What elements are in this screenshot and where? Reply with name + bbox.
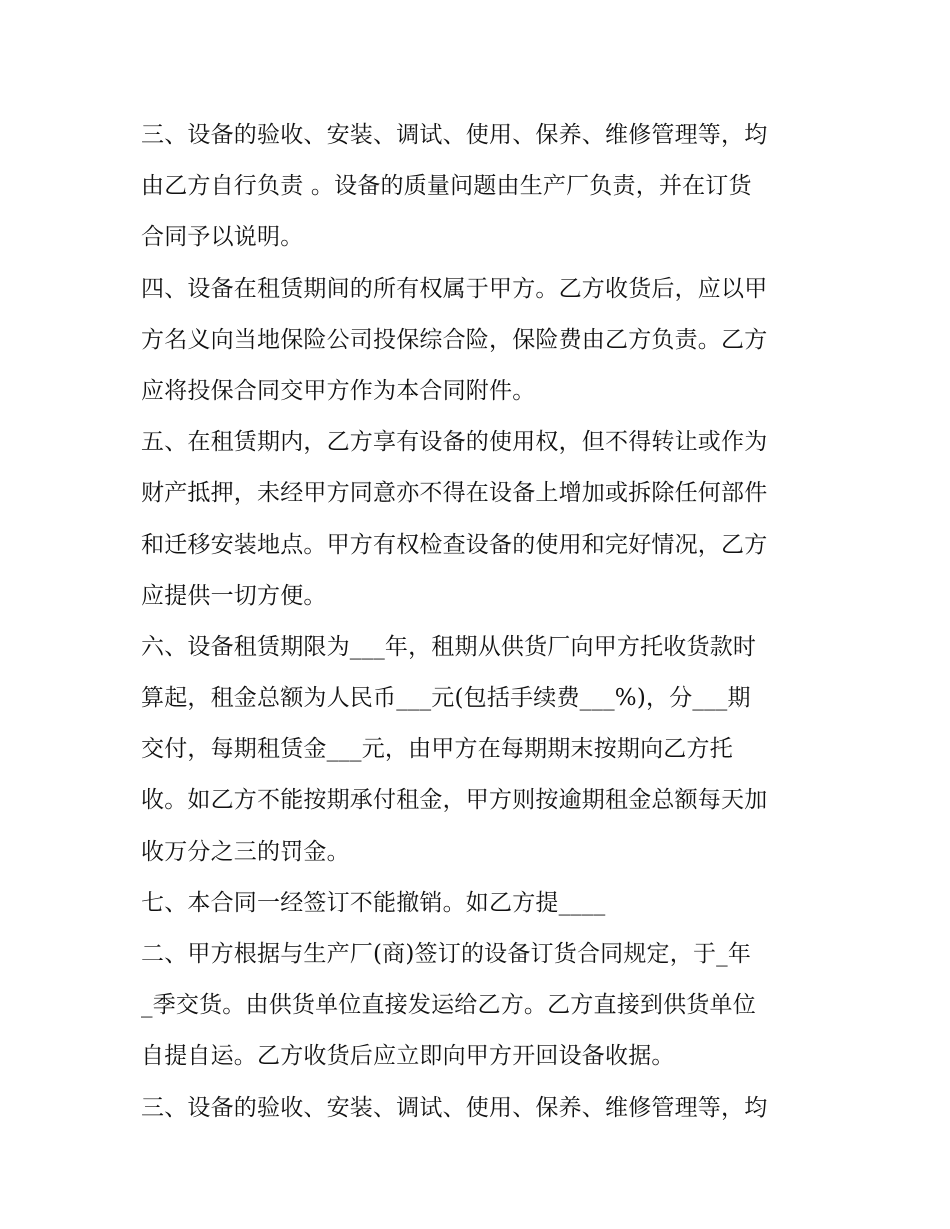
- text-line-17: 二、甲方根据与生产厂(商)签订的设备订货合同规定，于_年: [141, 941, 752, 967]
- text-line-16: 七、本合同一经签订不能撤销。如乙方提____: [141, 889, 606, 916]
- text-line-6: 应将投保合同交甲方作为本合同附件。: [141, 377, 536, 404]
- text-line-7: 五、在租赁期内，乙方享有设备的使用权，但不得转让或作为: [141, 429, 768, 456]
- text-line-14: 收。如乙方不能按期承付租金，甲方则按逾期租金总额每天加: [141, 787, 768, 814]
- text-line-15: 收万分之三的罚金。: [141, 838, 350, 865]
- text-line-8: 财产抵押，未经甲方同意亦不得在设备上增加或拆除任何部件: [141, 480, 768, 507]
- text-line-12: 算起，租金总额为人民币___元(包括手续费___%)，分___期: [141, 685, 751, 712]
- text-line-2: 由乙方自行负责 。设备的质量问题由生产厂负责，并在订货: [141, 173, 752, 200]
- text-line-9: 和迁移安装地点。甲方有权检查设备的使用和完好情况，乙方: [141, 531, 768, 558]
- text-line-3: 合同予以说明。: [141, 224, 304, 251]
- text-line-13: 交付，每期租赁金___元，由甲方在每期期末按期向乙方托: [141, 736, 733, 763]
- text-line-5: 方名义向当地保险公司投保综合险，保险费由乙方负责。乙方: [141, 326, 768, 353]
- text-line-19: 自提自运。乙方收货后应立即向甲方开回设备收据。: [141, 1043, 675, 1070]
- document-body: [141, 110, 821, 1134]
- text-line-4: 四、设备在租赁期间的所有权属于甲方。乙方收货后，应以甲: [141, 275, 768, 302]
- text-line-18: _季交货。由供货单位直接发运给乙方。乙方直接到供货单位: [141, 992, 756, 1019]
- text-line-11: 六、设备租赁期限为___年，租期从供货厂向甲方托收货款时: [141, 633, 757, 660]
- text-line-20: 三、设备的验收、安装、调试、使用、保养、维修管理等，均: [141, 1094, 768, 1121]
- text-line-1: 三、设备的验收、安装、调试、使用、保养、维修管理等，均: [141, 122, 768, 148]
- text-line-10: 应提供一切方便。: [141, 582, 327, 609]
